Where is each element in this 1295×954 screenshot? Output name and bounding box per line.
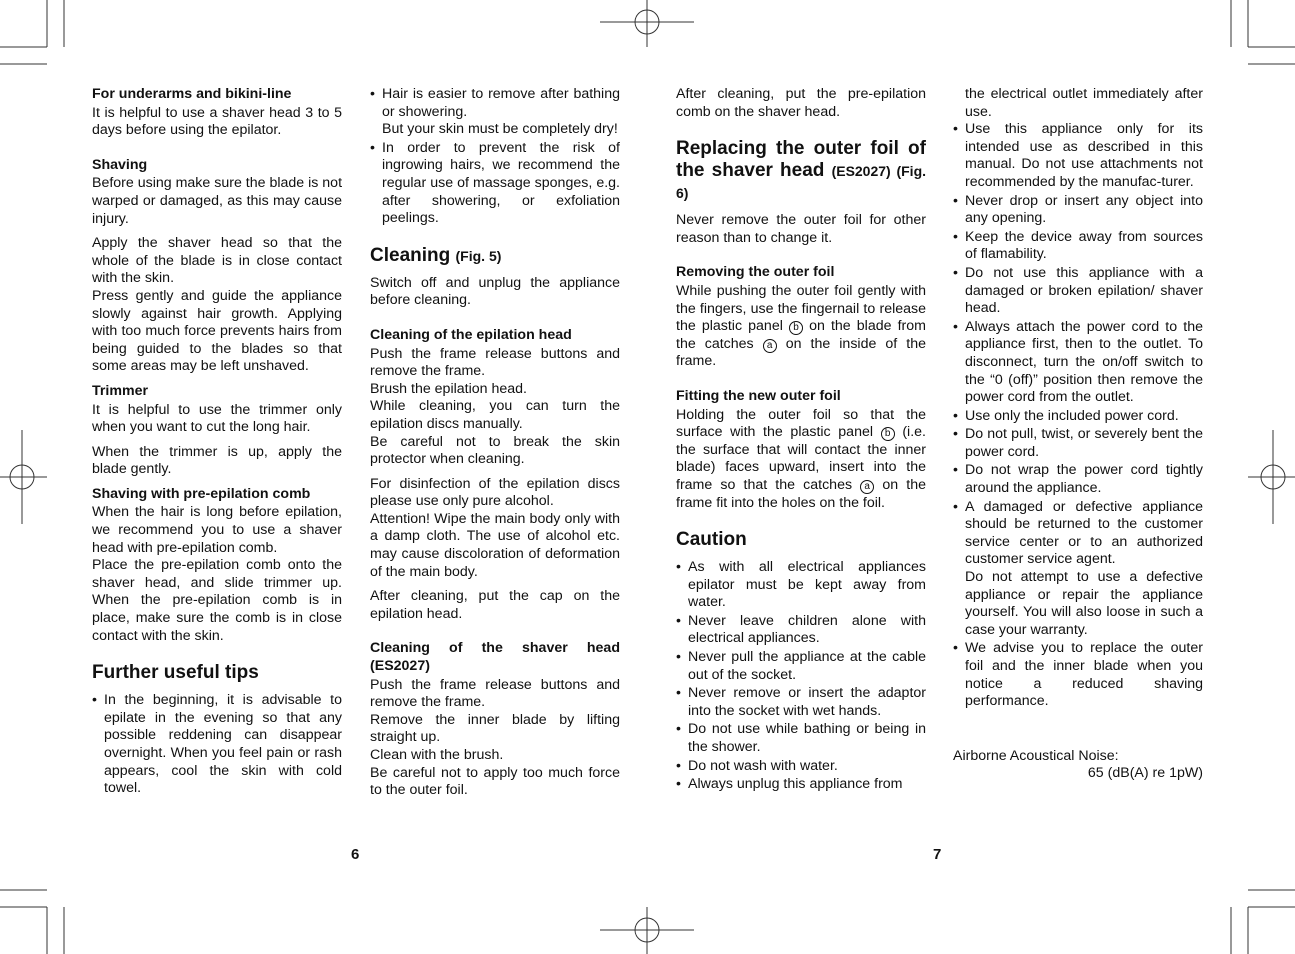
cleaning-intro: Switch off and unplug the appliance before cleaning. <box>370 274 620 309</box>
shaver-head-l4: Be careful not to apply too much force to the outer foil. <box>370 764 620 799</box>
list-item: • Never leave children alone with electrical appliances. <box>676 613 926 648</box>
list-item: • Always unplug this appliance from <box>676 776 926 794</box>
replace-title <box>676 138 926 204</box>
shaving-p1: Before using make sure the blade is not warped or damaged, as this may cause injury. <box>92 175 343 227</box>
removing-text <box>676 283 926 371</box>
shaving-p2: Apply the shaver head so that the whole of the blade is in close contact with the skin. <box>92 235 342 287</box>
list-item: • Use this appliance only for its intended use as described in this manual. Do not use attachments not recommended by the manufac-turer. <box>953 121 1203 191</box>
shaver-head-l2: Remove the inner blade by lifting straight up. <box>370 711 620 746</box>
cleaning-fig: (Fig. 5) <box>455 247 502 264</box>
epil-head-l2: Brush the epilation head. <box>370 380 527 397</box>
tips-list-cont <box>370 86 620 228</box>
removing-text-a: While pushing the outer foil gently with the fingers, use the fingernail to release the plastic panel <box>676 282 926 335</box>
list-item-text: Hair is easier to remove after bathing or showering. <box>382 86 620 120</box>
epil-head-l1: Push the frame release buttons and remove the frame. <box>370 345 620 380</box>
list-item-extra: Do not attempt to use a defective appliance or repair the appliance yourself. You will also loose in such a case your warranty. <box>965 569 1203 638</box>
list-item-text: A damaged or defective appliance should be returned to the customer service center or to an authorized customer service agent. <box>965 498 1203 568</box>
disinfect-p1: For disinfection of the epilation discs please use only pure alcohol. <box>370 475 620 510</box>
precomb-p1: When the hair is long before epilation, we recommend you to use a shaver head with pre-epilation comb. <box>92 504 342 556</box>
list-item: • Do not wash with water. <box>676 758 926 776</box>
replace-intro: Never remove the outer foil for other reason than to change it. <box>676 212 926 246</box>
fitting-text-b: (i.e. the surface that will contact the inner blade) faces upward, insert into the frame so that the catches <box>676 424 926 493</box>
list-item: • Always attach the power cord to the appliance first, then to the outlet. To disconnect, turn the on/off switch to the “0 (off)” position then remove the power cord from the outlet. <box>953 319 1203 407</box>
removing-title: Removing the outer foil <box>676 264 835 281</box>
page-number-left: 6 <box>351 846 360 863</box>
list-item <box>953 499 1203 640</box>
cap-p: After cleaning, put the cap on the epilation head. <box>370 588 620 622</box>
underarms-text: It is helpful to use a shaver head 3 to 5 days before using the epilator. <box>92 104 342 139</box>
epil-head-l3: While cleaning, you can turn the epilation discs manually. <box>370 398 620 432</box>
list-item: • In the beginning, it is advisable to epilate in the evening so that any possible reddening can disappear overnight. When you feel pain or rash appears, cool the skin with cold towel. <box>92 692 342 798</box>
column-2 <box>370 86 620 800</box>
trimmer-p1: It is helpful to use the trimmer only when you want to cut the long hair. <box>92 401 342 436</box>
fitting-text <box>676 407 926 513</box>
list-item: • Use only the included power cord. <box>953 408 1203 426</box>
shaver-head-l3: Clean with the brush. <box>370 747 504 763</box>
list-item: • Never remove or insert the adaptor into the socket with wet hands. <box>676 685 926 720</box>
shaver-head-l1: Push the frame release buttons and remove the frame. <box>370 676 620 711</box>
shaver-head-title: Cleaning of the shaver head (ES2027) <box>370 640 620 675</box>
marker-a: a <box>860 480 874 494</box>
removing-text-b: on the blade from the catches <box>676 318 926 352</box>
list-item: • Do not use this appliance with a damaged or broken epilation/ shaver head. <box>953 265 1203 318</box>
shaving-p3: Press gently and guide the appliance slowly against hair growth. Applying with too much force prevents hairs from being guided to the blades so that some areas may be left unshaved. <box>92 287 342 375</box>
list-item-extra: But your skin must be completely dry! <box>382 121 618 138</box>
disinfect-p2: Attention! Wipe the main body only with a damp cloth. The use of alcohol etc. may cause discoloration of deformation of the main body. <box>370 510 620 580</box>
list-item: • Do not wrap the power cord tightly around the appliance. <box>953 462 1203 497</box>
caution-title: Caution <box>676 529 747 551</box>
list-item: • Do not pull, twist, or severely bent the power cord. <box>953 426 1203 461</box>
shaving-title: Shaving <box>92 156 148 173</box>
tips-list <box>92 692 342 798</box>
page-number-right: 7 <box>933 846 942 863</box>
trimmer-p2: When the trimmer is up, apply the blade gently. <box>92 443 342 478</box>
column-3 <box>676 86 926 795</box>
caution-list <box>676 559 926 794</box>
list-item: • In order to prevent the risk of ingrowing hairs, we recommend the regular use of massage sponges, e.g. after showering, or exfoliation peelings. <box>370 140 620 228</box>
epil-head-title: Cleaning of the epilation head <box>370 326 572 343</box>
noise-value: 65 (dB(A) re 1pW) <box>1087 765 1203 782</box>
marker-b: b <box>789 321 803 335</box>
removing-text-c: on the inside of the frame. <box>676 335 926 370</box>
replace-fig: (ES2027) (Fig. 6) <box>676 163 927 202</box>
replace-title-text: Replacing the outer foil of the shaver head <box>676 138 926 182</box>
cont-text: the electrical outlet immediately after use. <box>965 86 1203 120</box>
list-item: • We advise you to replace the outer foil and the inner blade when you notice a reduced shaving performance. <box>953 640 1203 710</box>
list-item: • Never drop or insert any object into any opening. <box>953 193 1203 228</box>
list-item: • Keep the device away from sources of flamability. <box>953 229 1203 264</box>
fitting-title: Fitting the new outer foil <box>676 387 841 404</box>
underarms-title: For underarms and bikini-line <box>92 86 292 102</box>
list-item: • Never pull the appliance at the cable out of the socket. <box>676 649 926 684</box>
fitting-text-c: on the frame fit into the holes on the foil. <box>676 476 926 511</box>
trimmer-title: Trimmer <box>92 382 148 399</box>
epil-head-l4: Be careful not to break the skin protector when cleaning. <box>370 433 620 468</box>
tips-title: Further useful tips <box>92 662 259 684</box>
cleaning-title <box>370 245 620 267</box>
precomb-p2: Place the pre-epilation comb onto the shaver head, and slide trimmer up. When the pre-epilation comb is in place, make sure the comb is in close contact with the skin. <box>92 557 342 644</box>
cleaning-title-text: Cleaning <box>370 244 451 266</box>
list-item: • As with all electrical appliances epilator must be kept away from water. <box>676 559 926 612</box>
list-item <box>370 86 620 139</box>
list-item: • Do not use while bathing or being in the shower. <box>676 721 926 756</box>
column-1 <box>92 86 342 799</box>
noise-label: Airborne Acoustical Noise: <box>953 747 1119 764</box>
precomb-title: Shaving with pre-epilation comb <box>92 485 311 502</box>
fitting-text-a: Holding the outer foil so that the surface with the plastic panel <box>676 406 926 441</box>
after-clean: After cleaning, put the pre-epilation comb on the shaver head. <box>676 86 926 120</box>
column-4 <box>953 86 1203 783</box>
marker-a: a <box>763 339 777 353</box>
marker-b: b <box>881 427 895 441</box>
caution-list-cont <box>953 121 1203 711</box>
